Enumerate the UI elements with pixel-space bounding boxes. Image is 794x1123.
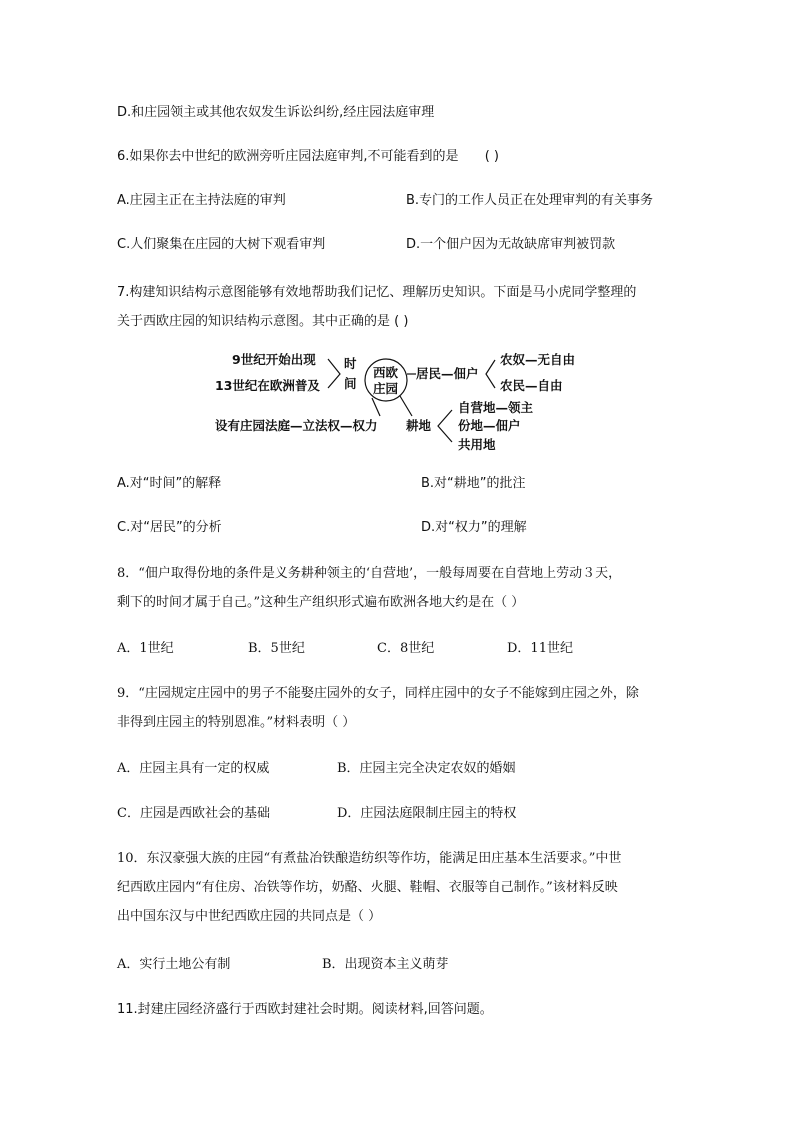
q6-option-c: C.人们聚集在庄园的大树下观看审判 [117, 237, 326, 252]
diagram-time-label-top: 时 [344, 356, 357, 371]
q7-option-c: C.对“居民”的分析 [117, 520, 222, 535]
diagram-land-item1: 自营地—领主 [458, 400, 534, 415]
q11-stem: 11.封建庄园经济盛行于西欧封建社会时期。阅读材料,回答问题。 [117, 1002, 493, 1017]
diagram-power-connector [372, 398, 380, 416]
q10-option-b: B．出现资本主义萌芽 [322, 957, 449, 972]
diagram-resident: 居民—佃户 [416, 366, 479, 381]
q8-stem-line2: 剩下的时间才属于自己。”这种生产组织形式遍布欧洲各地大约是在（ ） [117, 595, 525, 610]
diagram-land-item2: 份地—佃户 [458, 418, 521, 433]
q10-option-a: A．实行土地公有制 [117, 957, 231, 972]
q6-option-d: D.一个佃户因为无故缺席审判被罚款 [406, 237, 616, 252]
q7-stem-line2: 关于西欧庄园的知识结构示意图。其中正确的是 ( ) [117, 314, 409, 329]
diagram-land-item3: 共用地 [458, 437, 496, 452]
q10-stem-line2: 纪西欧庄园内“有住房、冶铁等作坊，奶酪、火腿、鞋帽、衣服等自己制作。”该材料反映 [117, 880, 618, 895]
q7-option-d: D.对“权力”的理解 [421, 520, 527, 535]
q10-stem-line1: 10．东汉豪强大族的庄园“有煮盐冶铁酿造纺织等作坊，能满足田庄基本生活要求。”中世 [117, 851, 622, 866]
diagram-time-item1: 9世纪开始出现 [232, 352, 316, 367]
q6-stem-text: 6.如果你去中世纪的欧洲旁听庄园法庭审判,不可能看到的是 [117, 149, 459, 164]
q8-option-b: B．5世纪 [248, 641, 305, 656]
q9-option-b: B．庄园主完全决定农奴的婚姻 [337, 761, 516, 776]
diagram-land-connector [400, 396, 412, 416]
diagram-time-label-bottom: 间 [344, 376, 357, 391]
diagram-land-bracket [438, 410, 452, 442]
diagram-time-item2: 13世纪在欧洲普及 [215, 378, 320, 393]
q6-option-a: A.庄园主正在主持法庭的审判 [117, 193, 286, 208]
q9-stem-line1: 9．“庄园规定庄园中的男子不能娶庄园外的女子，同样庄园中的女子不能嫁到庄园之外，除 [117, 686, 639, 701]
q6-answer-paren: ( ) [484, 149, 499, 164]
q10-stem-line3: 出中国东汉与中世纪西欧庄园的共同点是（ ） [117, 909, 382, 924]
q7-option-b: B.对“耕地”的批注 [421, 476, 526, 491]
q9-option-c: C．庄园是西欧社会的基础 [117, 806, 270, 821]
q8-option-a: A．1世纪 [117, 641, 174, 656]
knowledge-structure-diagram [200, 346, 600, 456]
q7-option-a: A.对“时间”的解释 [117, 476, 222, 491]
diagram-time-bracket [328, 359, 340, 388]
diagram-power: 设有庄园法庭—立法权—权力 [215, 418, 378, 433]
q8-option-c: C．8世纪 [377, 641, 435, 656]
diagram-resident-bracket [486, 360, 495, 388]
diagram-resident-item2: 农民—自由 [500, 378, 563, 393]
diagram-center-top: 西欧 [373, 365, 399, 380]
q6-option-b: B.专门的工作人员正在处理审判的有关事务 [406, 193, 654, 208]
q8-stem-line1: 8．“佃户取得份地的条件是义务耕种领主的‘自营地’，一般每周要在自营地上劳动３天， [117, 566, 622, 581]
q9-option-a: A．庄园主具有一定的权威 [117, 761, 270, 776]
q5-option-d: D.和庄园领主或其他农奴发生诉讼纠纷,经庄园法庭审理 [117, 105, 435, 120]
q9-option-d: D．庄园法庭限制庄园主的特权 [337, 806, 517, 821]
diagram-resident-item1: 农奴—无自由 [500, 352, 576, 367]
q7-stem-line1: 7.构建知识结构示意图能够有效地帮助我们记忆、理解历史知识。下面是马小虎同学整理的 [117, 285, 637, 300]
q9-stem-line2: 非得到庄园主的特别恩准。”材料表明（ ） [117, 715, 356, 730]
q8-option-d: D．11世纪 [507, 641, 573, 656]
q6-stem [117, 147, 499, 167]
diagram-land: 耕地 [406, 418, 432, 433]
diagram-center-bottom: 庄园 [373, 381, 399, 396]
